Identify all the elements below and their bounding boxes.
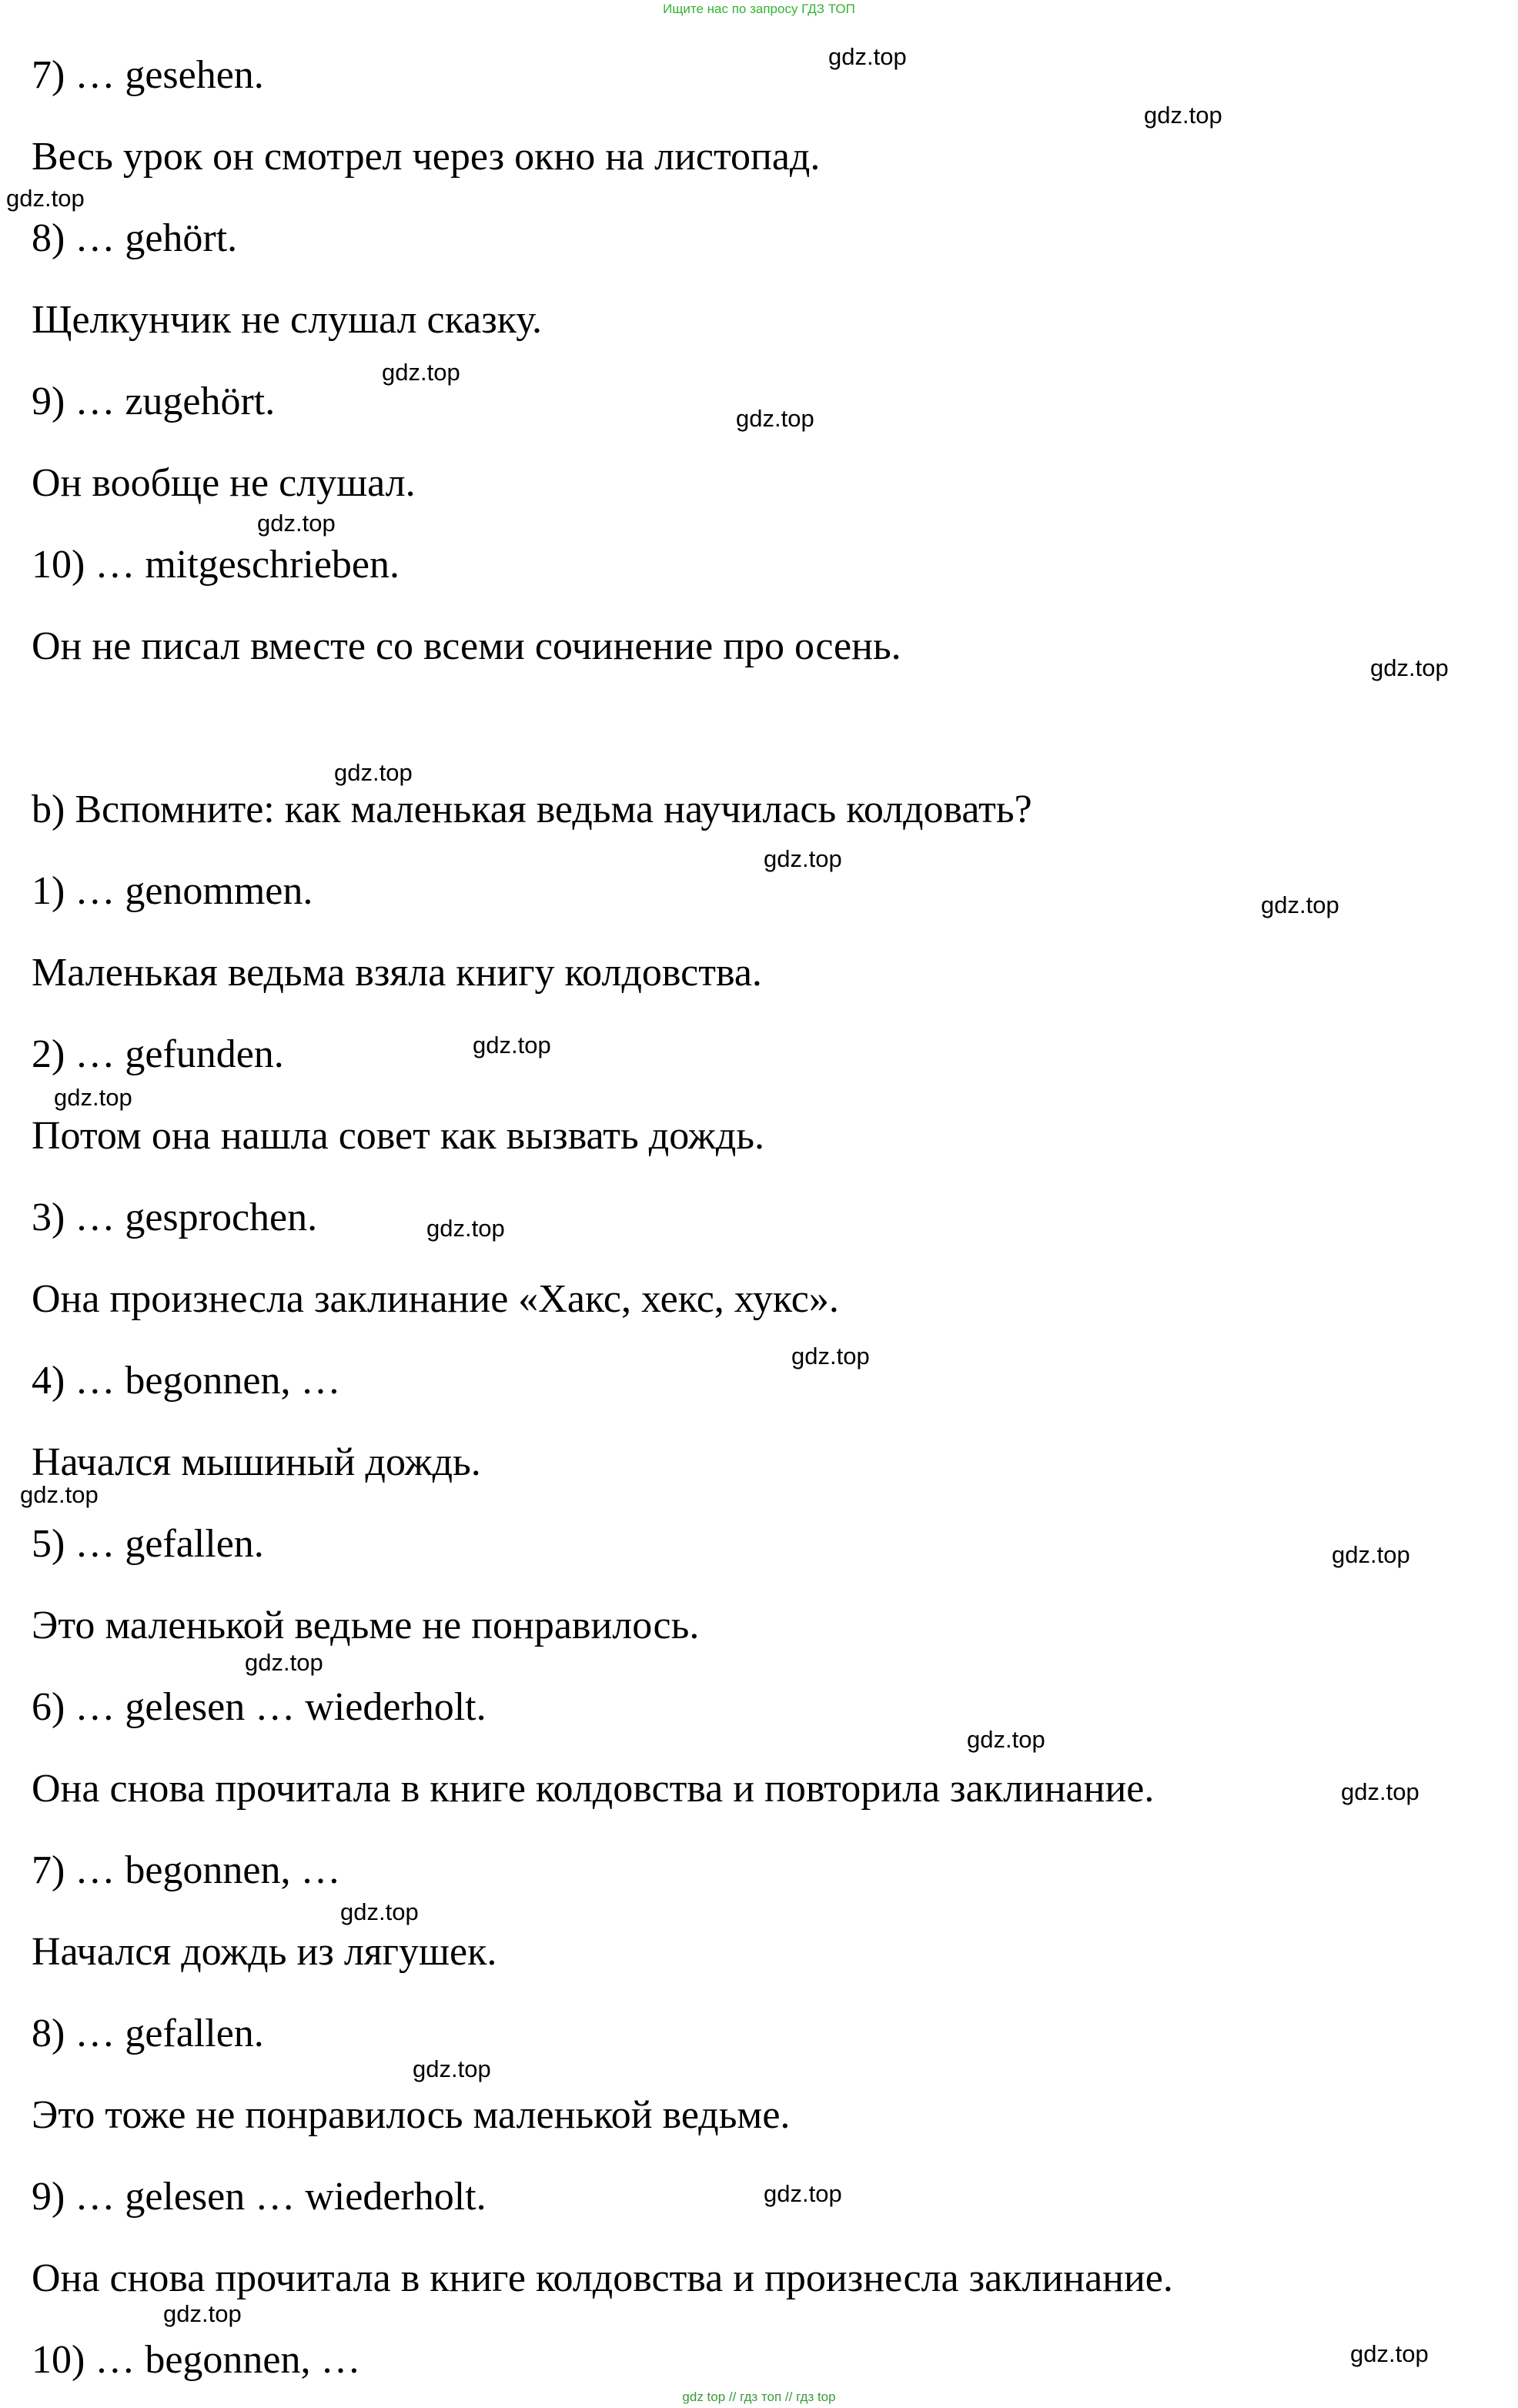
watermark: gdz.top [764,845,842,872]
watermark: gdz.top [1144,102,1222,129]
text-line: 9) … zugehört. [32,380,276,423]
text-line: 1) … genommen. [32,869,313,913]
watermark: gdz.top [426,1215,505,1242]
section-heading: b) Вспомните: как маленькая ведьма научилась колдовать? [32,788,1032,831]
watermark: gdz.top [764,2180,842,2207]
text-line: 10) … begonnen, … [32,2338,361,2382]
text-line: 4) … begonnen, … [32,1359,341,1403]
watermark: gdz.top [1350,2340,1429,2367]
text-line: Маленькая ведьма взяла книгу колдовства. [32,951,762,995]
text-line: 8) … gefallen. [32,2012,264,2055]
text-line: Щелкунчик не слушал сказку. [32,298,543,342]
text-line: 2) … gefunden. [32,1032,284,1076]
watermark: gdz.top [736,405,814,432]
text-line: Она произнесла заклинание «Хакс, хекс, хукс». [32,1277,839,1321]
watermark: gdz.top [20,1481,99,1508]
text-line: Он вообще не слушал. [32,461,416,505]
watermark: gdz.top [1370,654,1449,681]
text-line: 5) … gefallen. [32,1522,264,1566]
watermark: gdz.top [163,2300,242,2327]
top-banner: Ищите нас по запросу ГДЗ ТОП [663,2,855,16]
text-line: Она снова прочитала в книге колдовства и повторила заклинание. [32,1767,1155,1811]
text-line: Начался мышиный дождь. [32,1440,481,1484]
watermark: gdz.top [245,1649,323,1676]
text-line: 8) … gehört. [32,216,238,260]
text-line: Весь урок он смотрел через окно на листопад. [32,135,821,179]
watermark: gdz.top [382,359,460,386]
watermark: gdz.top [413,2055,491,2082]
text-line: Это маленькой ведьме не понравилось. [32,1604,700,1647]
watermark: gdz.top [473,1032,551,1059]
watermark: gdz.top [6,185,85,212]
text-line: Это тоже не понравилось маленькой ведьме. [32,2093,791,2137]
text-line: 7) … gesehen. [32,53,264,97]
watermark: gdz.top [828,43,907,70]
text-line: Она снова прочитала в книге колдовства и произнесла заклинание. [32,2256,1173,2300]
watermark: gdz.top [54,1084,132,1111]
watermark: gdz.top [1332,1541,1410,1568]
text-line: 6) … gelesen … wiederholt. [32,1685,486,1729]
watermark: gdz.top [340,1898,419,1925]
watermark: gdz.top [967,1726,1045,1753]
text-line: 9) … gelesen … wiederholt. [32,2175,486,2219]
footer-watermark: gdz top // гдз топ // гдз top [682,2390,836,2404]
text-line: 3) … gesprochen. [32,1196,318,1239]
text-line: Начался дождь из лягушек. [32,1930,497,1974]
text-line: 10) … mitgeschrieben. [32,543,400,587]
text-line: 7) … begonnen, … [32,1848,341,1892]
watermark: gdz.top [1261,891,1339,918]
text-line: Потом она нашла совет как вызвать дождь. [32,1114,764,1158]
watermark: gdz.top [791,1343,870,1370]
text-line: Он не писал вместе со всеми сочинение про осень. [32,624,901,668]
watermark: gdz.top [334,759,413,786]
watermark: gdz.top [257,510,336,537]
watermark: gdz.top [1341,1778,1419,1805]
